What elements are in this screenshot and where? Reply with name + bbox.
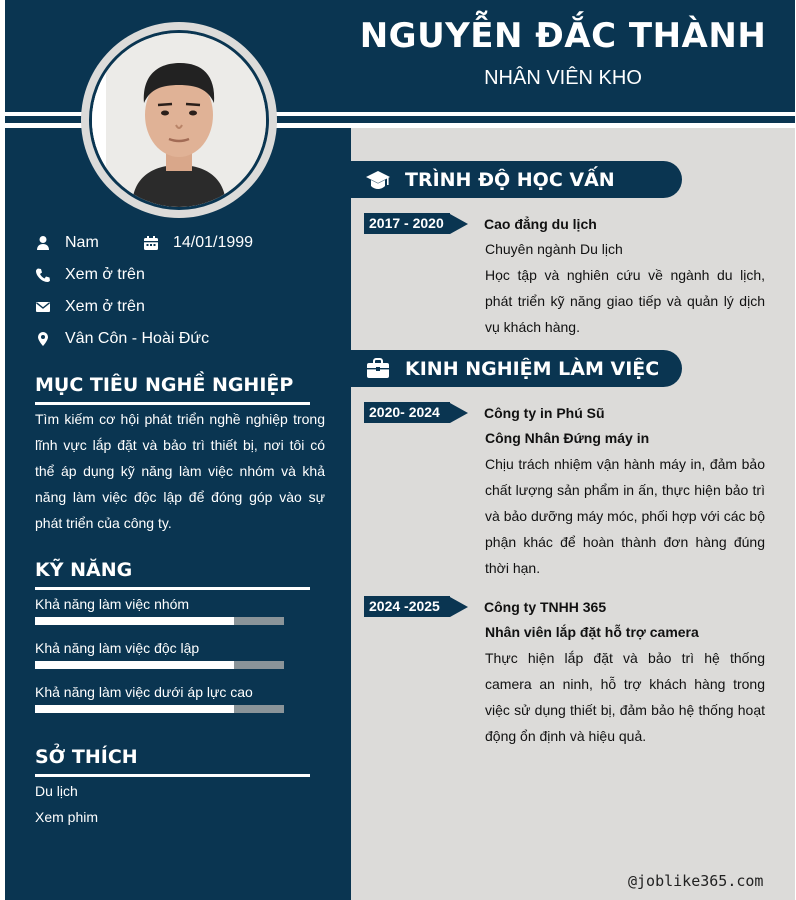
education-description: Học tập và nghiên cứu về ngành du lịch, phát triển kỹ năng giao tiếp và quản lý dịch vụ khách hàng.	[485, 267, 765, 335]
email-icon	[35, 299, 51, 315]
education-major: Chuyên ngành Du lịch	[485, 241, 623, 257]
job-period-tag	[364, 402, 468, 423]
education-heading-bar	[351, 161, 682, 198]
calendar-icon	[143, 235, 159, 251]
education-period: 2017 - 2020	[364, 213, 450, 234]
objective-text: Tìm kiếm cơ hội phát triển nghề nghiệp trong lĩnh vực lắp đặt và bảo trì thiết bị, nơi tôi có thể áp dụng kỹ năng làm việc nhóm và khả năng làm việc độc lập để đóng góp vào sự phát triển của công ty.	[35, 411, 325, 531]
location-icon	[35, 331, 51, 347]
graduation-cap-icon	[365, 167, 391, 193]
job-company: Công ty in Phú Sũ	[484, 405, 605, 421]
education-school: Cao đẳng du lịch	[484, 216, 597, 232]
skill-bar-fill	[35, 617, 234, 625]
skill-bar	[35, 705, 284, 713]
tag-arrow	[450, 214, 468, 234]
briefcase-icon	[365, 356, 391, 382]
phone-icon	[35, 267, 51, 283]
avatar	[89, 30, 269, 210]
job-description: Chịu trách nhiệm vận hành máy in, đảm bảo chất lượng sản phẩm in ấn, thực hiện bảo trì và bảo dưỡng máy móc, phối hợp với các bộ phận khác để hoàn thành đơn hàng đúng thời hạn.	[485, 456, 765, 576]
hobbies-divider	[35, 774, 310, 777]
experience-heading: KINH NGHIỆM LÀM VIỆC	[405, 357, 660, 380]
resume-page	[5, 0, 795, 900]
objective-heading: MỤC TIÊU NGHỀ NGHIỆP	[35, 374, 294, 396]
email-row	[35, 298, 145, 316]
tag-arrow	[450, 403, 468, 423]
job-period: 2024 -2025	[364, 596, 450, 617]
address-text: Vân Côn - Hoài Đức	[65, 330, 210, 347]
candidate-title: NHÂN VIÊN KHO	[484, 67, 642, 89]
education-period-tag	[364, 213, 468, 234]
address-row	[35, 330, 209, 348]
tag-arrow	[450, 597, 468, 617]
hobbies-heading: SỞ THÍCH	[35, 746, 138, 768]
objective-divider	[35, 402, 310, 405]
skill-label: Khả năng làm việc dưới áp lực cao	[35, 684, 253, 700]
hobby-item: Xem phim	[35, 809, 99, 825]
email-text: Xem ở trên	[65, 298, 145, 315]
watermark-link[interactable]: @joblike365.com	[628, 872, 764, 890]
birthdate-row	[143, 234, 253, 252]
skill-bar	[35, 617, 284, 625]
birthdate-text: 14/01/1999	[173, 234, 254, 251]
skill-bar-fill	[35, 705, 234, 713]
job-position: Nhân viên lắp đặt hỗ trợ camera	[485, 624, 699, 640]
skill-bar-fill	[35, 661, 234, 669]
left-column	[5, 128, 351, 900]
job-position: Công Nhân Đứng máy in	[485, 430, 650, 446]
job-period-tag	[364, 596, 468, 617]
gender-row	[35, 234, 99, 252]
job-description: Thực hiện lắp đặt và bảo trì hệ thống camera an ninh, hỗ trợ khách hàng trong việc sử dụng thiết bị, đảm bảo hệ thống hoạt động ổn định và hiệu quả.	[485, 650, 765, 744]
hobby-item: Du lịch	[35, 783, 78, 799]
experience-heading-bar	[351, 350, 682, 387]
job-period: 2020- 2024	[364, 402, 450, 423]
skills-divider	[35, 587, 310, 590]
skill-label: Khả năng làm việc nhóm	[35, 596, 190, 612]
skill-label: Khả năng làm việc độc lập	[35, 640, 200, 656]
gender-text: Nam	[65, 234, 99, 251]
education-heading: TRÌNH ĐỘ HỌC VẤN	[405, 168, 615, 191]
user-icon	[35, 235, 51, 251]
skills-heading: KỸ NĂNG	[35, 559, 133, 581]
phone-row	[35, 266, 145, 284]
phone-text: Xem ở trên	[65, 266, 145, 283]
skill-bar	[35, 661, 284, 669]
job-company: Công ty TNHH 365	[484, 599, 607, 615]
candidate-name: NGUYỄN ĐẮC THÀNH	[359, 16, 767, 56]
